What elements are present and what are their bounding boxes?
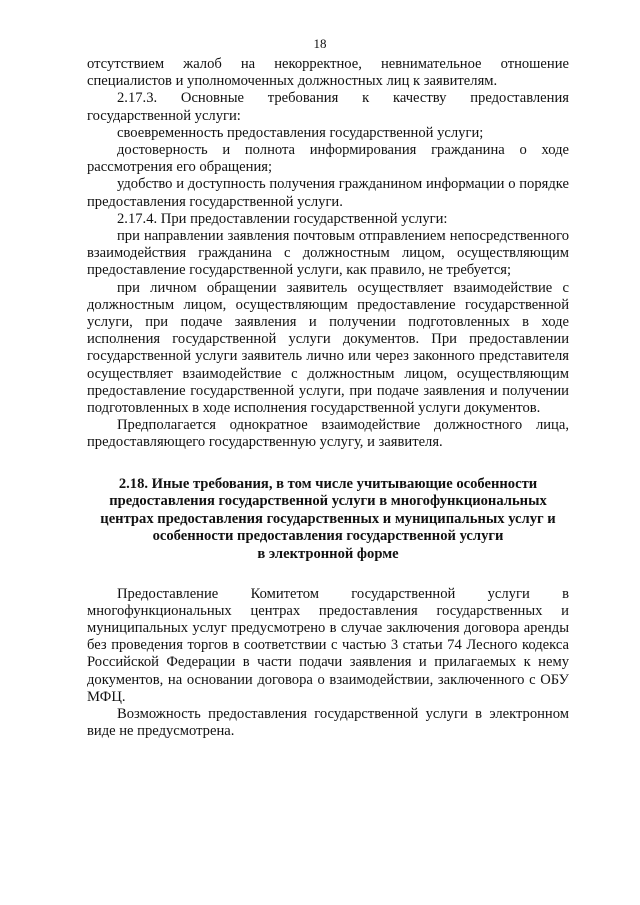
heading-line-1: 2.18. Иные требования, в том числе учитывающие особенности	[118, 475, 538, 492]
heading-line-2: предоставления государственной услуги в многофункциональных	[109, 493, 547, 510]
document-body	[87, 56, 569, 740]
paragraph-2-17-3: 2.17.3. Основные требования к качеству предоставления государственной услуги:	[87, 90, 569, 124]
heading-line-3: центрах предоставления государственных и муниципальных услуг и	[100, 510, 556, 527]
paragraph-reliability: достоверность и полнота информирования гражданина о ходе рассмотрения его обращения;	[87, 142, 569, 176]
page-number: 18	[313, 36, 327, 51]
heading-line-4: особенности предоставления государственной услуги	[152, 528, 504, 545]
paragraph-single-interaction: Предполагается однократное взаимодействие должностного лица, предоставляющего государственную услугу, и заявителя.	[87, 417, 569, 451]
paragraph-electronic: Возможность предоставления государственной услуги в электронном виде не предусмотрена.	[87, 706, 569, 740]
heading-line-5: в электронной форме	[257, 546, 399, 563]
section-heading-2-18	[87, 476, 569, 564]
paragraph-2-17-4: 2.17.4. При предоставлении государственной услуги:	[117, 210, 448, 227]
paragraph-timeliness: своевременность предоставления государственной услуги;	[117, 124, 484, 141]
paragraph-personal-visit: при личном обращении заявитель осуществляет взаимодействие с должностным лицом, осуществляющим предоставление государственной услуги, при подаче заявления и получении подготовленных в ходе исполнения государственной услуги документов. При предоставлении государственной услуги заявитель лично или через законного представителя осуществляет взаимодействие с должностным лицом, осуществляющим предоставление государственной услуги, при подаче заявления и получении подготовленных в ходе исполнения государственной услуги документов.	[87, 279, 569, 417]
paragraph-postal: при направлении заявления почтовым отправлением непосредственного взаимодействия гражданина с должностным лицом, осуществляющим предоставление государственной услуги, как правило, не требуется;	[87, 228, 569, 279]
paragraph-convenience: удобство и доступность получения гражданином информации о порядке предоставления государственной услуги.	[87, 176, 569, 210]
paragraph-mfc: Предоставление Комитетом государственной услуги в многофункциональных центрах предоставления государственных и муниципальных услуг предусмотрено в случае заключения договора аренды без проведения торгов в соответствии с частью 3 статьи 74 Лесного кодекса Российской Федерации в части подачи заявления и прилагаемых к нему документов, на основании договора о взаимодействии, заключенного с ОБУ МФЦ.	[87, 585, 569, 705]
paragraph-complaints: отсутствием жалоб на некорректное, невнимательное отношение специалистов и уполномоченных должностных лиц к заявителям.	[87, 56, 569, 90]
